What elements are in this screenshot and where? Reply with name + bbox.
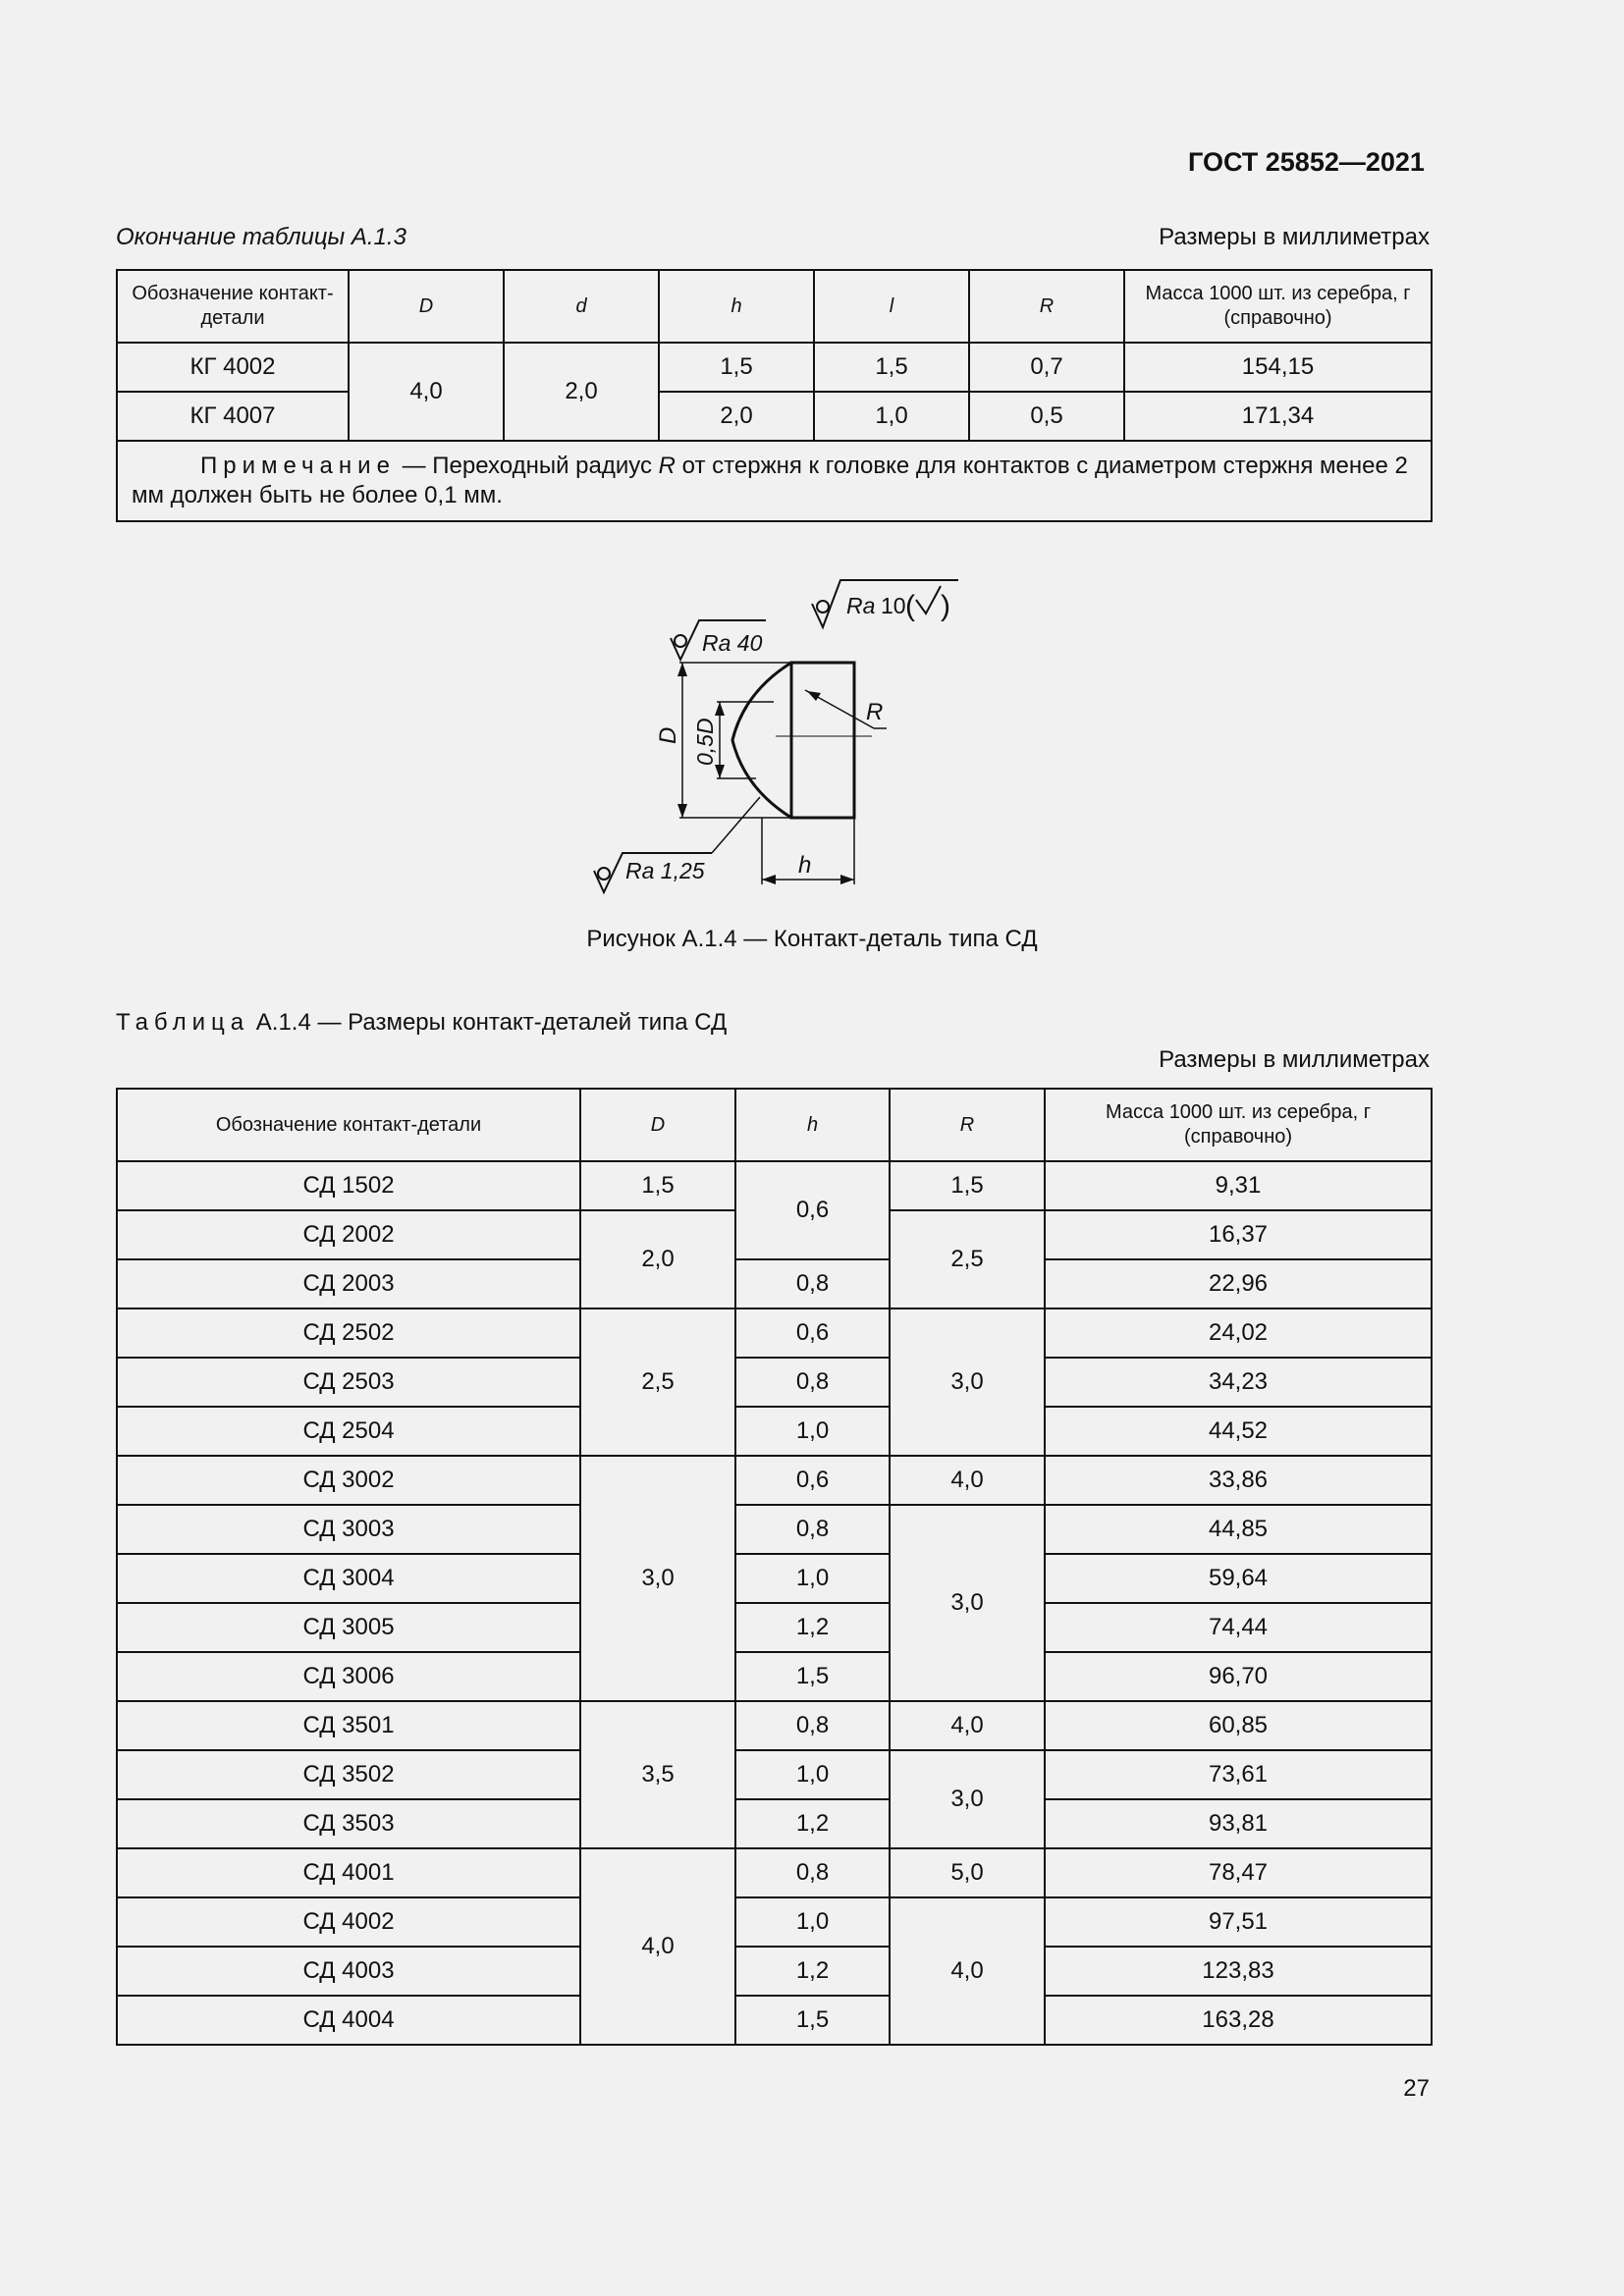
table-a14-header-R: R: [890, 1089, 1045, 1161]
table-a14-D: 4,0: [580, 1848, 735, 2045]
table-a14-mass: 78,47: [1045, 1848, 1432, 1897]
contact-head: [732, 663, 791, 818]
table-a14-h: 1,0: [735, 1407, 890, 1456]
table-row: [117, 1848, 1432, 1897]
table-a14-mass: 44,52: [1045, 1407, 1432, 1456]
label-ra10-paren-open: (: [905, 590, 915, 622]
table-a14-designation: СД 2504: [117, 1407, 580, 1456]
table-a14-designation: СД 3004: [117, 1554, 580, 1603]
table-a14-mass: 33,86: [1045, 1456, 1432, 1505]
table-a14-title: Таблица А.1.4 — Размеры контакт-деталей типа СД: [116, 1009, 728, 1036]
note-text-2: от стержня к головке для контактов с диаметром стержня менее 2 мм должен быть не более 0,1 мм.: [132, 453, 1408, 508]
table-a14-designation: СД 2502: [117, 1308, 580, 1358]
note-label: Примечание: [200, 453, 396, 479]
table-row: [117, 343, 1432, 392]
table-a14-designation: СД 1502: [117, 1161, 580, 1210]
table-a14-R: 1,5: [890, 1161, 1045, 1210]
table-a13: [116, 269, 1433, 522]
table-a13-header-l: l: [814, 270, 969, 343]
label-ra10-paren-close: ): [941, 590, 950, 622]
table-a14-mass: 96,70: [1045, 1652, 1432, 1701]
note-variable: R: [658, 453, 677, 479]
table-row: [117, 1554, 1432, 1603]
figure-caption: Рисунок А.1.4 — Контакт-деталь типа СД: [586, 926, 1038, 952]
table-a13-R: 0,5: [969, 392, 1124, 441]
table-a14-designation: СД 4002: [117, 1897, 580, 1947]
table-a14-h: 0,6: [735, 1161, 890, 1259]
table-a14-h: 1,0: [735, 1554, 890, 1603]
table-a14-mass: 34,23: [1045, 1358, 1432, 1407]
table-a13-header-row: [117, 270, 1432, 343]
table-a14-mass: 16,37: [1045, 1210, 1432, 1259]
table-a13-mass: 171,34: [1124, 392, 1432, 441]
table-row: [117, 1358, 1432, 1407]
table-row: [117, 1799, 1432, 1848]
table-a13-l: 1,0: [814, 392, 969, 441]
table-a13-header-D: D: [349, 270, 504, 343]
table-a14-D: 1,5: [580, 1161, 735, 1210]
table-a14-body: [117, 1161, 1432, 2045]
table-a14-D: 2,0: [580, 1210, 735, 1308]
table-a14-R: 2,5: [890, 1210, 1045, 1308]
label-dim-05D: 0,5D: [692, 718, 718, 766]
table-a14-mass: 74,44: [1045, 1603, 1432, 1652]
table-row: [117, 1996, 1432, 2045]
table-a14-R: 4,0: [890, 1897, 1045, 2045]
table-a14-designation: СД 3002: [117, 1456, 580, 1505]
table-a14-designation: СД 3501: [117, 1701, 580, 1750]
table-a14-designation: СД 3006: [117, 1652, 580, 1701]
table-a13-h: 2,0: [659, 392, 814, 441]
table-a13-l: 1,5: [814, 343, 969, 392]
table-a14-mass: 44,85: [1045, 1505, 1432, 1554]
table-row: [117, 1259, 1432, 1308]
table-a14-designation: СД 4001: [117, 1848, 580, 1897]
table-a14-units: Размеры в миллиметрах: [1159, 1046, 1430, 1073]
table-a13-d: 2,0: [504, 343, 659, 441]
table-a14-designation: СД 4004: [117, 1996, 580, 2045]
table-a13-header-designation: Обозначение контакт-детали: [117, 270, 349, 343]
table-a14-h: 1,2: [735, 1947, 890, 1996]
document-code: ГОСТ 25852—2021: [1188, 147, 1425, 177]
table-a13-h: 1,5: [659, 343, 814, 392]
table-a13-header-mass: Масса 1000 шт. из серебра, г (справочно): [1124, 270, 1432, 343]
table-a14-h: 0,6: [735, 1456, 890, 1505]
table-a14-h: 1,2: [735, 1799, 890, 1848]
page-number: 27: [1403, 2075, 1430, 2102]
note-text-1: — Переходный радиус: [395, 453, 659, 479]
table-a13-header-R: R: [969, 270, 1124, 343]
table-a14-h: 0,8: [735, 1505, 890, 1554]
table-row: [117, 1308, 1432, 1358]
table-a14-h: 1,5: [735, 1652, 890, 1701]
table-row: [117, 1897, 1432, 1947]
table-a13-R: 0,7: [969, 343, 1124, 392]
table-a14-h: 1,5: [735, 1996, 890, 2045]
table-row: [117, 1652, 1432, 1701]
table-a14-mass: 59,64: [1045, 1554, 1432, 1603]
table-a13-D: 4,0: [349, 343, 504, 441]
table-a14-R: 4,0: [890, 1701, 1045, 1750]
table-row: [117, 1407, 1432, 1456]
table-a14-header-mass: Масса 1000 шт. из серебра, г (справочно): [1045, 1089, 1432, 1161]
table-a14-designation: СД 3502: [117, 1750, 580, 1799]
table-a14-mass: 73,61: [1045, 1750, 1432, 1799]
table-a13-note-row: [117, 441, 1432, 521]
table-row: [117, 1603, 1432, 1652]
table-a14-mass: 93,81: [1045, 1799, 1432, 1848]
table-a14-designation: СД 3003: [117, 1505, 580, 1554]
table-a14-mass: 123,83: [1045, 1947, 1432, 1996]
table-a14-R: 3,0: [890, 1505, 1045, 1701]
table-row: [117, 392, 1432, 441]
table-a14-header-D: D: [580, 1089, 735, 1161]
table-a13-mass: 154,15: [1124, 343, 1432, 392]
table-a14-header-h: h: [735, 1089, 890, 1161]
table-a14: [116, 1088, 1433, 2046]
table-a13-designation: КГ 4007: [117, 392, 349, 441]
table-a14-designation: СД 2503: [117, 1358, 580, 1407]
table-a14-h: 0,8: [735, 1358, 890, 1407]
table-a14-h: 0,8: [735, 1259, 890, 1308]
table-row: [117, 1947, 1432, 1996]
table-row: [117, 1456, 1432, 1505]
table-a14-h: 1,0: [735, 1750, 890, 1799]
table-a14-header-row: [117, 1089, 1432, 1161]
label-dim-h: h: [798, 852, 812, 879]
table-a14-R: 5,0: [890, 1848, 1045, 1897]
table-a13-designation: КГ 4002: [117, 343, 349, 392]
table-a13-header-d: d: [504, 270, 659, 343]
contact-detail-drawing: [530, 564, 1001, 898]
table-a14-D: 3,0: [580, 1456, 735, 1701]
table-a13-note: [117, 441, 1432, 521]
table-a14-designation: СД 3005: [117, 1603, 580, 1652]
table-a14-R: 3,0: [890, 1308, 1045, 1456]
table-a14-mass: 60,85: [1045, 1701, 1432, 1750]
table-a14-designation: СД 4003: [117, 1947, 580, 1996]
table-a14-D: 3,5: [580, 1701, 735, 1848]
label-ra10-value: 10: [881, 593, 906, 618]
table-row: [117, 1750, 1432, 1799]
table-a14-mass: 22,96: [1045, 1259, 1432, 1308]
label-ra125: Ra 1,25: [625, 858, 705, 883]
table-a14-mass: 9,31: [1045, 1161, 1432, 1210]
table-a14-R: 3,0: [890, 1750, 1045, 1848]
table-a14-designation: СД 3503: [117, 1799, 580, 1848]
table-a14-designation: СД 2002: [117, 1210, 580, 1259]
table-a13-units: Размеры в миллиметрах: [1159, 224, 1430, 250]
table-a14-h: 1,0: [735, 1897, 890, 1947]
table-a14-header-designation: Обозначение контакт-детали: [117, 1089, 580, 1161]
label-ra10: Ra: [846, 593, 876, 618]
table-a14-designation: СД 2003: [117, 1259, 580, 1308]
label-dim-R: R: [866, 699, 884, 725]
table-a13-header-h: h: [659, 270, 814, 343]
table-a14-mass: 97,51: [1045, 1897, 1432, 1947]
label-dim-D: D: [655, 726, 681, 744]
table-a14-h: 0,8: [735, 1848, 890, 1897]
table-a14-R: 4,0: [890, 1456, 1045, 1505]
contact-body: [791, 663, 854, 818]
table-a14-mass: 24,02: [1045, 1308, 1432, 1358]
table-a14-h: 0,6: [735, 1308, 890, 1358]
table-a14-mass: 163,28: [1045, 1996, 1432, 2045]
table-row: [117, 1161, 1432, 1210]
table-a14-D: 2,5: [580, 1308, 735, 1456]
label-ra40: Ra 40: [702, 630, 763, 656]
table-a14-h: 0,8: [735, 1701, 890, 1750]
table-row: [117, 1505, 1432, 1554]
table-row: [117, 1701, 1432, 1750]
table-a14-h: 1,2: [735, 1603, 890, 1652]
table-a13-caption: Окончание таблицы А.1.3: [116, 224, 406, 250]
